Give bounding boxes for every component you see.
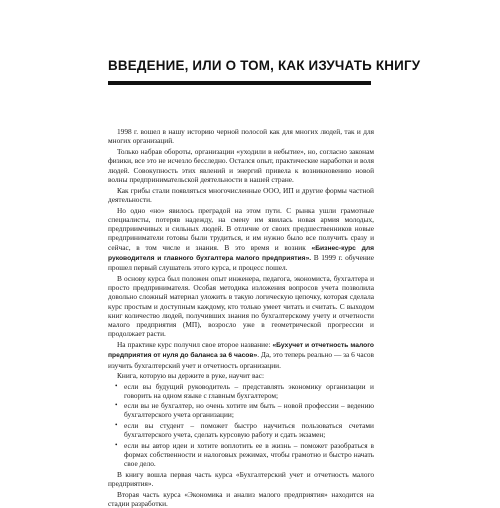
paragraph-2: Только набрав обороты, организации «уходили в небытие», но, согласно законам физики, все это не исчезло бесследно. Остался опыт, практические наработки и воля людей. Совокупность этих явлений и энергий привела к возникновению новой волны предпринимательской деятельности в нашей стране.	[108, 147, 374, 184]
list-item-text: если вы студент – поможет быстро научиться пользоваться счетами бухгалтерского учета, сделать курсовую работу и сдать экзамен;	[124, 421, 374, 439]
paragraph-1: 1998 г. вошел в нашу историю черной полосой как для многих людей, так и для многих организаций.	[108, 127, 374, 146]
bullet-icon: •	[115, 382, 117, 391]
list-item-text: если вы автор идеи и хотите воплотить ее в жизнь – поможет разобраться в формах собственности и налоговых режимах, чтобы грамотно и быстро начать свое дело.	[124, 441, 374, 469]
chapter-title: ВВЕДЕНИЕ, ИЛИ О ТОМ, КАК ИЗУЧАТЬ КНИГУ	[108, 58, 376, 73]
bullet-icon: •	[115, 421, 117, 430]
paragraph-9: Вторая часть курса «Экономика и анализ малого предприятия» находится на стадии разработки.	[108, 490, 374, 508]
paragraph-6-tail: . Да, это теперь реально — за 6 часов изучить бухгалтерский учет и отчетность организации.	[108, 350, 374, 369]
paragraph-8: В книгу вошла первая часть курса «Бухгалтерский учет и отчетность малого предприятия».	[108, 470, 374, 489]
list-item-text: если вы не бухгалтер, но очень хотите им быть – новой профессии – ведению бухгалтерского учета организации;	[124, 401, 374, 419]
paragraph-4	[108, 206, 374, 273]
list-item	[108, 401, 374, 420]
chapter-body	[108, 127, 374, 508]
bullet-icon: •	[115, 401, 117, 410]
list-item	[108, 441, 374, 469]
list-item-text: если вы будущий руководитель – представлять экономику организации и говорить на одном языке с главным бухгалтером;	[124, 382, 374, 400]
paragraph-7: Книга, которую вы держите в руке, научит вас:	[108, 371, 374, 380]
course-second-name-bold: «Бухучет и отчетность малого предприятия от нуля до баланса за 6 часов»	[108, 342, 374, 359]
benefits-list	[108, 382, 374, 469]
paragraph-3: Как грибы стали появляться многочисленные ООО, ИП и другие формы частной деятельности.	[108, 186, 374, 205]
bullet-icon: •	[115, 441, 117, 450]
list-item	[108, 421, 374, 440]
paragraph-4-tail: В 1999 г. обучение прошел первый слушатель этого курса, и процесс пошел.	[108, 253, 374, 272]
list-item	[108, 382, 374, 401]
course-name-bold: «Бизнес-курс для руководителя и главного бухгалтера малого предприятия».	[108, 245, 374, 262]
paragraph-6	[108, 340, 374, 370]
title-underline	[108, 81, 371, 85]
paragraph-6-lead: На практике курс получил свое второе название:	[117, 340, 270, 349]
paragraph-4-text: Но одно «но» явилось преградой на этом пути. С рынка ушли грамотные специалисты, потеряв надежду, на смену им явилась новая армия молодых, предприимчивых и сильных людей. В отличие от своих предшественников новые предприниматели готовы были трудиться, и им нужно было все получить сразу и сейчас, в том числе и знания. В это время и возник	[108, 206, 374, 252]
paragraph-5: В основу курса был положен опыт инженера, педагога, экономиста, бухгалтера и просто предпринимателя. Особая методика изложения вопросов учета позволила довольно сложный материал уложить в такую логическую цепочку, которая сделала курс простым и доступным каждому, кто только умеет читать и считать. С выходом книг количество людей, получивших знания по бухгалтерскому учету и отчетности малого предприятия (МП), возросло уже в геометрической прогрессии и продолжает расти.	[108, 274, 374, 339]
